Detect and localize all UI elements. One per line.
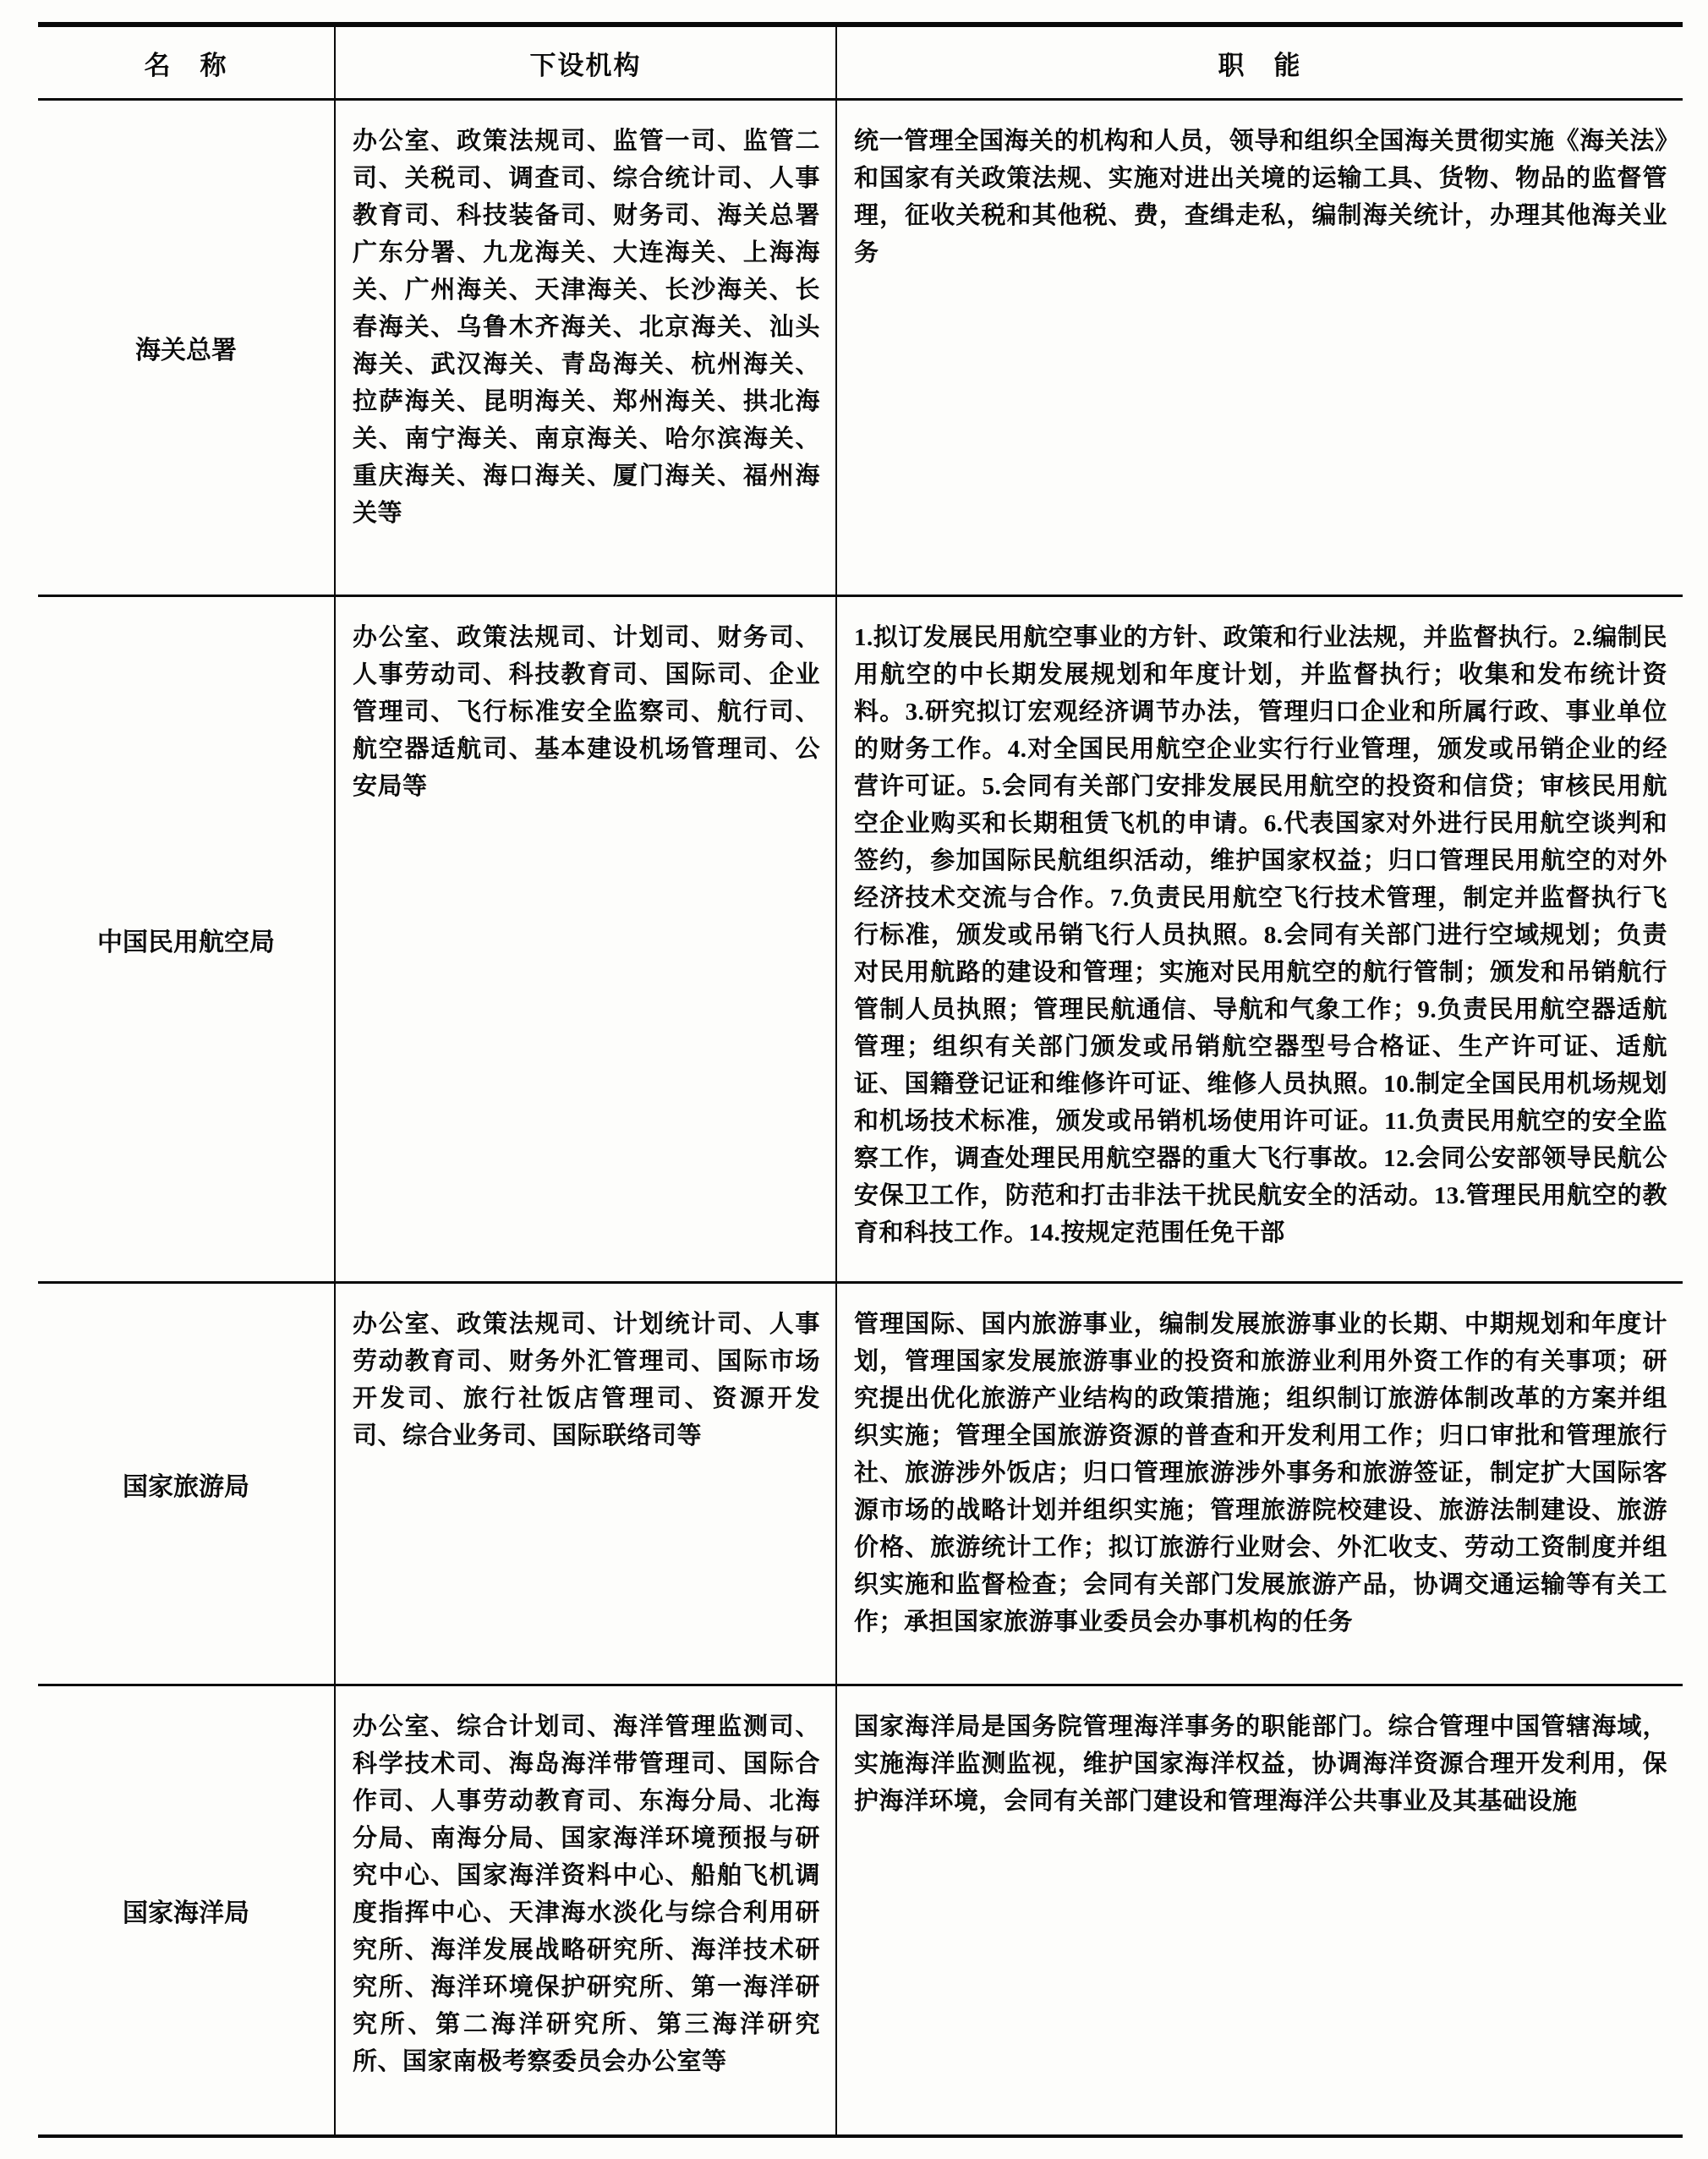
functions-text: 管理国际、国内旅游事业，编制发展旅游事业的长期、中期规划和年度计划，管理国家发展旅游事业的投资和旅游业利用外资工作的有关事项；研究提出优化旅游产业结构的政策措施；组织制订旅游体制改革的方案并组织实施；管理全国旅游资源的普查和开发利用工作；归口审批和管理旅行社、旅游涉外饭店；归口管理旅游涉外事务和旅游签证，制定扩大国际客源市场的战略计划并组织实施；管理旅游院校建设、旅游法制建设、旅游价格、旅游统计工作；拟订旅游行业财会、外汇收支、劳动工资制度并组织实施和监督检查；会同有关部门发展旅游产品，协调交通运输等有关工作；承担国家旅游事业委员会办事机构的任务 [835,1284,1683,1684]
agency-name: 海关总署 [135,337,237,364]
functions-text: 统一管理全国海关的机构和人员，领导和组织全国海关贯彻实施《海关法》和国家有关政策法规、实施对进出关境的运输工具、货物、物品的监督管理，征收关税和其他税、费，查缉走私，编制海关统计，办理其他海关业务 [835,101,1683,595]
column-header-sub-organs: 下设机构 [334,27,835,98]
agency-name: 国家旅游局 [123,1472,249,1501]
column-header-name: 名 称 [144,50,228,80]
column-header-functions: 职 能 [835,27,1683,98]
table-row-state-oceanic-administration [38,1686,1683,2134]
functions-text: 1.拟订发展民用航空事业的方针、政策和行业法规，并监督执行。2.编制民用航空的中长期发展规划和年度计划，并监督执行；收集和发布统计资料。3.研究拟订宏观经济调节办法，管理归口企业和所属行政、事业单位的财务工作。4.对全国民用航空企业实行行业管理，颁发或吊销企业的经营许可证。5.会同有关部门安排发展民用航空的投资和信贷；审核民用航空企业购买和长期租赁飞机的申请。6.代表国家对外进行民用航空谈判和签约，参加国际民航组织活动，维护国家权益；归口管理民用航空的对外经济技术交流与合作。7.负责民用航空飞行技术管理，制定并监督执行飞行标准，颁发或吊销飞行人员执照。8.会同有关部门进行空域规划；负责对民用航路的建设和管理；实施对民用航空的航行管制；颁发和吊销航行管制人员执照；管理民航通信、导航和气象工作；9.负责民用航空器适航管理；组织有关部门颁发或吊销航空器型号合格证、生产许可证、适航证、国籍登记证和维修许可证、维修人员执照。10.制定全国民用机场规划和机场技术标准，颁发或吊销机场使用许可证。11.负责民用航空的安全监察工作，调查处理民用航空器的重大飞行事故。12.会同公安部领导民航公安保卫工作，防范和打击非法干扰民航安全的活动。13.管理民用航空的教育和科技工作。14.按规定范围任免干部 [835,597,1683,1281]
sub-organs-text: 办公室、政策法规司、监管一司、监管二司、关税司、调查司、综合统计司、人事教育司、科技装备司、财务司、海关总署广东分署、九龙海关、大连海关、上海海关、广州海关、天津海关、长沙海关、长春海关、乌鲁木齐海关、北京海关、汕头海关、武汉海关、青岛海关、杭州海关、拉萨海关、昆明海关、郑州海关、拱北海关、南宁海关、南京海关、哈尔滨海关、重庆海关、海口海关、厦门海关、福州海关等 [334,101,835,595]
table-row-customs-administration [38,101,1683,597]
functions-text: 国家海洋局是国务院管理海洋事务的职能部门。综合管理中国管辖海域，实施海洋监测监视，维护国家海洋权益，协调海洋资源合理开发利用，保护海洋环境，会同有关部门建设和管理海洋公共事业及其基础设施 [835,1686,1683,2134]
sub-organs-text: 办公室、综合计划司、海洋管理监测司、科学技术司、海岛海洋带管理司、国际合作司、人事劳动教育司、东海分局、北海分局、南海分局、国家海洋环境预报与研究中心、国家海洋资料中心、船舶飞机调度指挥中心、天津海水淡化与综合利用研究所、海洋发展战略研究所、海洋技术研究所、海洋环境保护研究所、第一海洋研究所、第二海洋研究所、第三海洋研究所、国家南极考察委员会办公室等 [334,1686,835,2134]
sub-organs-text: 办公室、政策法规司、计划统计司、人事劳动教育司、财务外汇管理司、国际市场开发司、旅行社饭店管理司、资源开发司、综合业务司、国际联络司等 [334,1284,835,1684]
agency-name: 中国民用航空局 [97,928,275,956]
agency-name: 国家海洋局 [123,1899,249,1927]
table-row-national-tourism-administration [38,1284,1683,1686]
table-header-row [38,27,1683,101]
table-row-civil-aviation-administration [38,597,1683,1284]
government-agencies-table [38,22,1683,2138]
sub-organs-text: 办公室、政策法规司、计划司、财务司、人事劳动司、科技教育司、国际司、企业管理司、飞行标准安全监察司、航行司、航空器适航司、基本建设机场管理司、公安局等 [334,597,835,1281]
